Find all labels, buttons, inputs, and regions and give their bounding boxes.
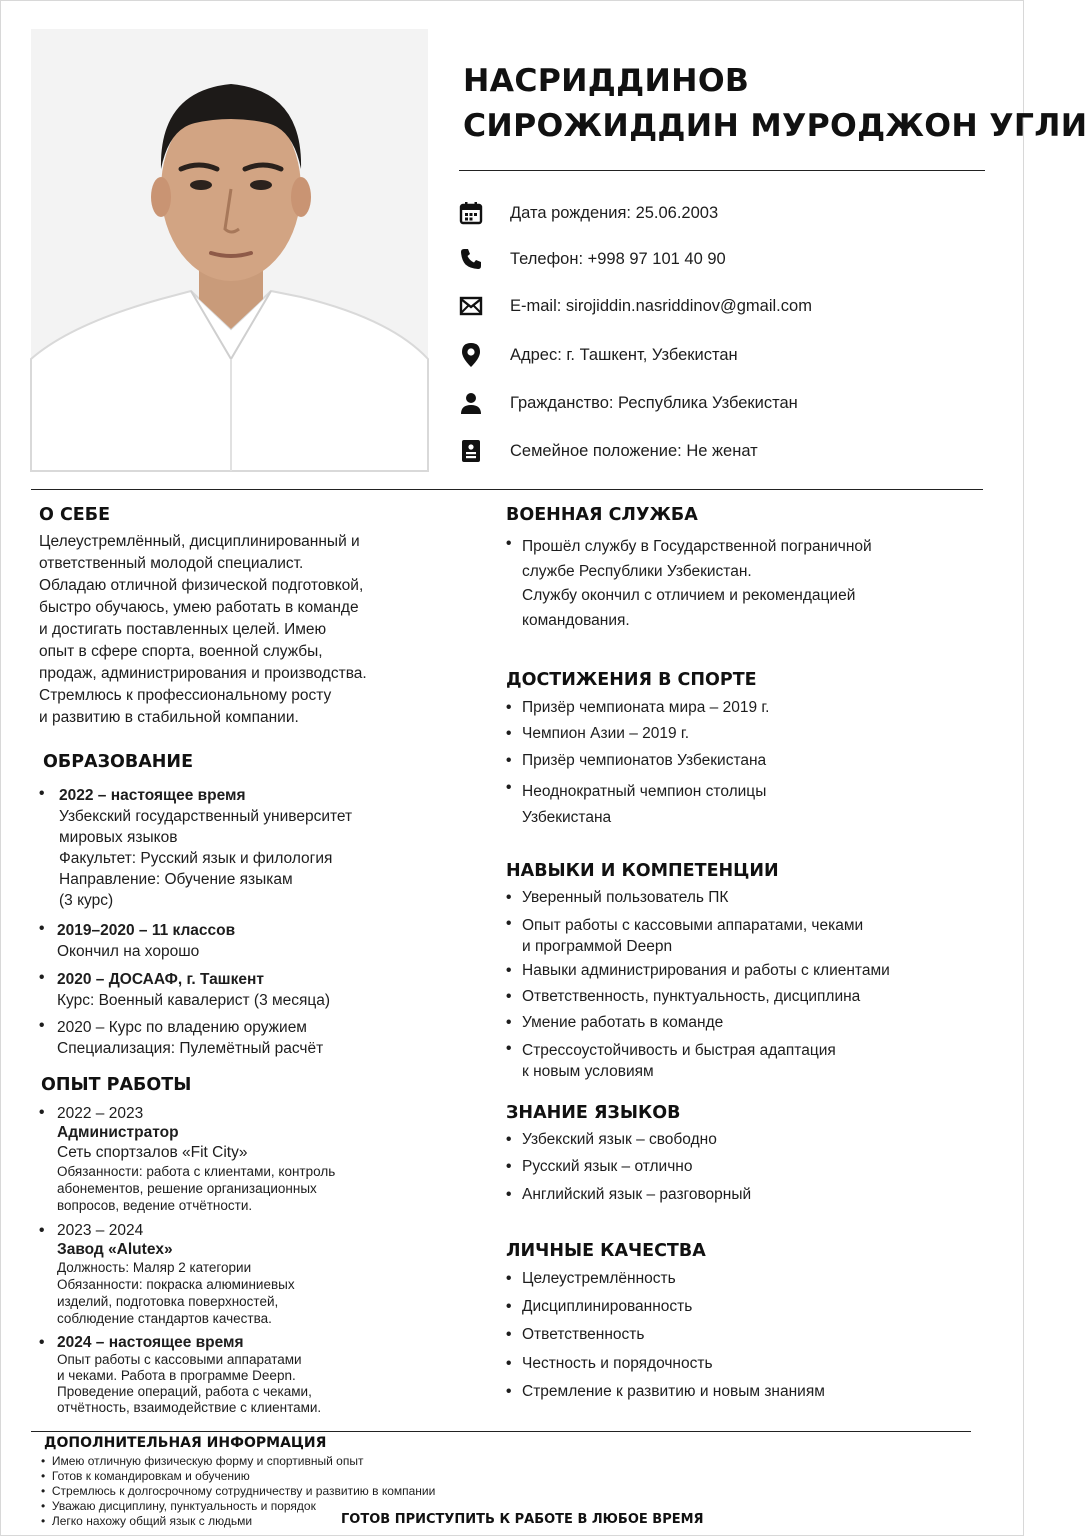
divider: [31, 1431, 971, 1432]
availability-note: ГОТОВ ПРИСТУПИТЬ К РАБОТЕ В ЛЮБОЕ ВРЕМЯ: [341, 1512, 704, 1527]
contact-address: [457, 337, 997, 373]
contact-text: Дата рождения: 25.06.2003: [510, 203, 719, 222]
resume-page: НАСРИДДИНОВ СИРОЖИДДИН МУРОДЖОН УГЛИ Дата рождения: 25.06.2003 Телефон: +998 97 101 40 90 E-mail: sirojiddin.nasriddinov@gmail.com Адрес: г. Ташкент, Узбекистан Гражданство: Республика Узбекистан Семейное положение: Не женат О СЕБЕ Целеустремлённый, дисциплинированный и ответственный молодой специалист. Обладаю отличной физической подготовкой, быстро обучаюсь, умею работать в команде и достигать поставленных целей. Имею опыт в сфере спорта, военной службы, продаж, администрирования и производства. Стремлюсь к профессиональному росту и развитию в стабильной компании. ОБРАЗОВАНИЕ • 2022 – настоящее время Узбекский государственный университет мировых языков Факультет: Русский язык и филология Направление: Обучение языкам (3 курс) • 2019–2020 – 11 классов Окончил на хорошо • 2020 – ДОСААФ, г. Ташкент Курс: Военный кавалерист (3 месяца) • 2020 – Курс по владению оружием Специализация: Пулемётный расчёт ОПЫТ РАБОТЫ • 2022 – 2023 Администратор Сеть спортзалов «Fit City» Обязанности: работа с клиентами, контроль абонементов, решение организационных вопросов, ведение отчётности. • 2023 – 2024 Завод «Alutex» Должность: Маляр 2 категории Обязанности: покраска алюминиевых изделий, подготовка поверхностей, соблюдение стандартов качества. • 2024 – настоящее время Опыт работы с кассовыми аппаратами и чеками. Работа в программе Deepn. Проведение операций, работа с чеками, отчётность, взаимодействие с клиентами. ВОЕННАЯ СЛУЖБА • Прошёл службу в Государственной пограничной службе Республики Узбекистан. Службу окончил с отличием и рекомендацией командования. ДОСТИЖЕНИЯ В СПОРТЕ • Призёр чемпионата мира – 2019 г. • Чемпион Азии – 2019 г. • Призёр чемпионатов Узбекистана • Неоднократный чемпион столицы Узбекистана НАВЫКИ И КОМПЕТЕНЦИИ • Уверенный пользователь ПК • Опыт работы с кассовыми аппаратами, чеками и программой Deepn • Навыки администрирования и работы с клиентами • Ответственность, пунктуальность, дисциплина • Умение работать в команде • Стрессоустойчивость и быстрая адаптация к новым условиям ЗНАНИЕ ЯЗЫКОВ • Узбекский язык – свободно • Русский язык – отлично • Английский язык – разговорный ЛИЧНЫЕ КАЧЕСТВА • Целеустремлённость • Дисциплинированность • Ответственность • Честность и порядочность • Стремление к развитию и новым знаниям ДОПОЛНИТЕЛЬНАЯ ИНФОРМАЦИЯ • Имею отличную физическую форму и спортивный опыт • Готов к командировкам и обучению • Стремлюсь к долгосрочному сотрудничеству и развитию в компании • Уважаю дисциплину, пунктуальность и порядок • Легко нахожу общий язык с людьми ГОТОВ ПРИСТУПИТЬ К РАБОТЕ В ЛЮБОЕ ВРЕМЯ: [0, 0, 1024, 1536]
military-title: ВОЕННАЯ СЛУЖБА: [506, 505, 698, 525]
contact-phone: [457, 241, 997, 277]
additional-item: • Стремлюсь к долгосрочному сотрудничеству и развитию в компании: [41, 1484, 436, 1498]
sport-title: ДОСТИЖЕНИЯ В СПОРТЕ: [506, 670, 757, 690]
id-card-icon: [457, 437, 485, 465]
experience-title: ОПЫТ РАБОТЫ: [41, 1075, 192, 1095]
contact-text: E-mail: sirojiddin.nasriddinov@gmail.com: [510, 296, 812, 315]
additional-item: • Легко нахожу общий язык с людьми: [41, 1514, 253, 1528]
location-pin-icon: [457, 341, 485, 369]
contact-marital-status: [457, 433, 997, 469]
education-title: ОБРАЗОВАНИЕ: [43, 752, 194, 772]
skills-title: НАВЫКИ И КОМПЕТЕНЦИИ: [506, 861, 779, 881]
additional-title: ДОПОЛНИТЕЛЬНАЯ ИНФОРМАЦИЯ: [44, 1435, 327, 1451]
additional-item: • Имею отличную физическую форму и спортивный опыт: [41, 1454, 364, 1468]
contact-citizenship: [457, 385, 997, 421]
name-line-1: НАСРИДДИНОВ: [463, 63, 750, 99]
profile-photo: [31, 29, 428, 471]
divider: [459, 170, 985, 171]
contact-text: Адрес: г. Ташкент, Узбекистан: [510, 345, 738, 364]
phone-icon: [457, 245, 485, 273]
contact-text: Семейное положение: Не женат: [510, 441, 758, 460]
envelope-icon: [457, 292, 485, 320]
contact-text: Гражданство: Республика Узбекистан: [510, 393, 798, 412]
calendar-icon: [457, 199, 485, 227]
divider: [31, 489, 983, 490]
about-title: О СЕБЕ: [39, 505, 111, 525]
candidate-name: [463, 59, 1087, 149]
contact-email: [457, 288, 997, 324]
languages-title: ЗНАНИЕ ЯЗЫКОВ: [506, 1103, 681, 1123]
person-icon: [457, 389, 485, 417]
contact-birthdate: [457, 195, 997, 231]
about-text: Целеустремлённый, дисциплинированный и ответственный молодой специалист. Обладаю отличной физической подготовкой, быстро обучаюсь, умею работать в команде и достигать поставленных целей. Имею опыт в сфере спорта, военной службы, продаж, администрирования и производства. Стремлюсь к профессиональному росту и развитию в стабильной компании.: [39, 533, 367, 726]
name-line-2: СИРОЖИДДИН МУРОДЖОН УГЛИ: [463, 108, 1087, 144]
additional-item: • Готов к командировкам и обучению: [41, 1469, 250, 1483]
contact-text: Телефон: +998 97 101 40 90: [510, 249, 726, 268]
qualities-title: ЛИЧНЫЕ КАЧЕСТВА: [506, 1241, 706, 1261]
additional-item: • Уважаю дисциплину, пунктуальность и порядок: [41, 1499, 316, 1513]
